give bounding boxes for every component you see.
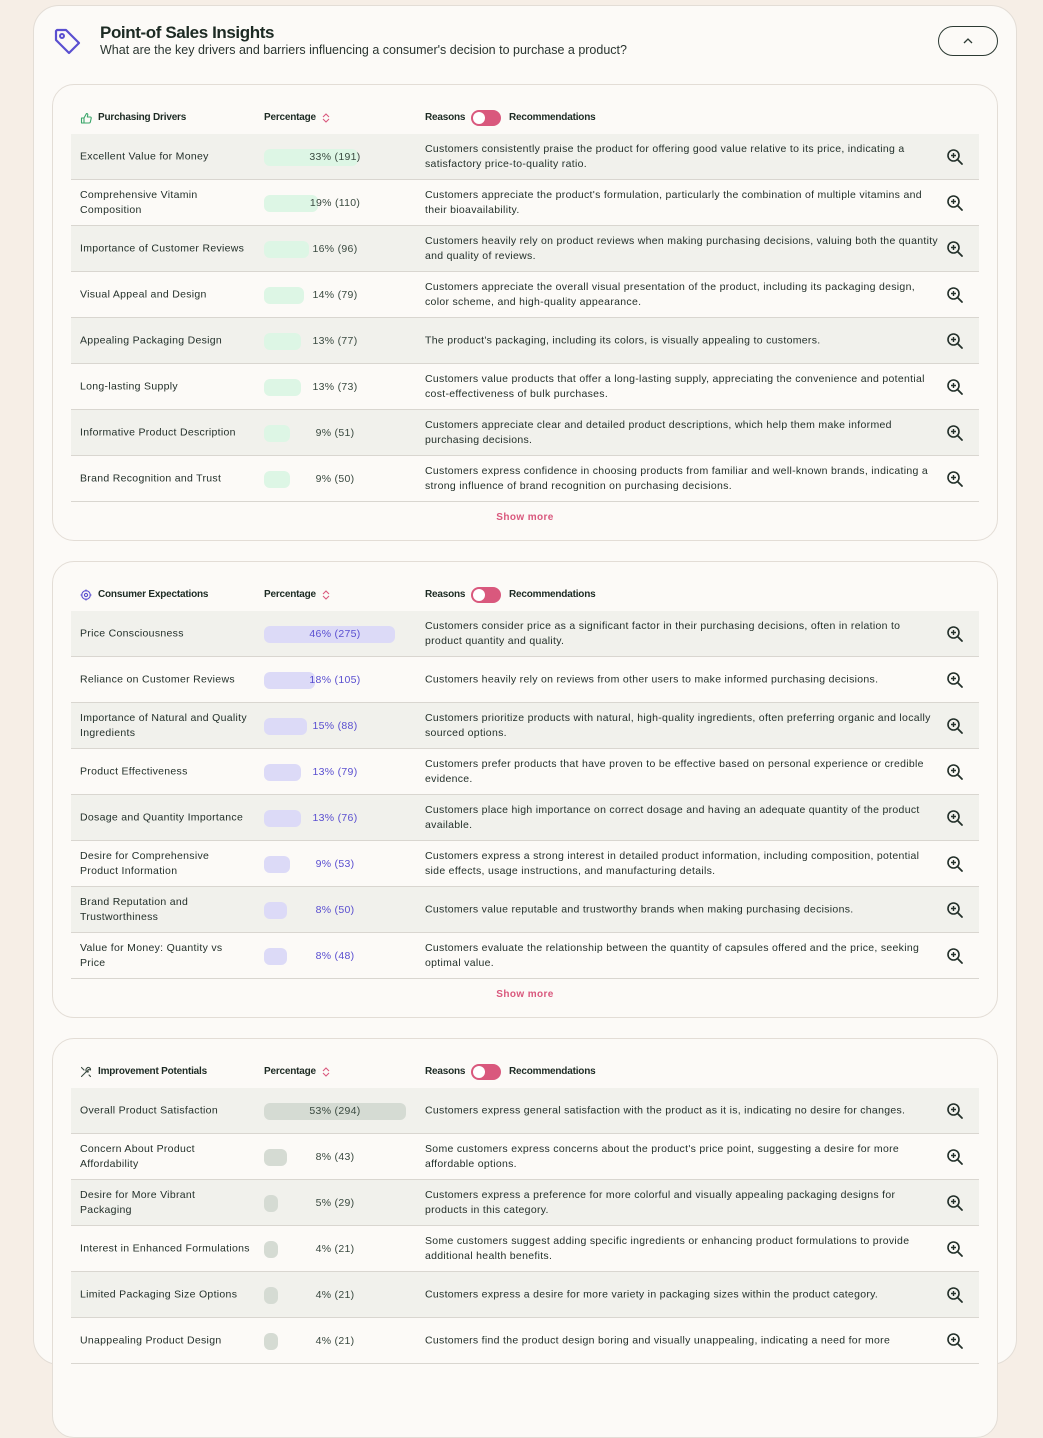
insight-reason: Customers heavily rely on product reviews when making purchasing decisions, valuing both the quantity and quality of reviews. — [425, 234, 938, 262]
table-row — [71, 134, 979, 180]
insight-reason: Customers value products that offer a long-lasting supply, appreciating the convenience and potential cost-effectiveness of bulk purchases. — [425, 372, 925, 400]
zoom-in-icon[interactable] — [946, 378, 964, 396]
zoom-in-icon[interactable] — [946, 1102, 964, 1120]
reasons-recommendations-toggle[interactable] — [471, 587, 501, 603]
insight-reason: Customers heavily rely on reviews from other users to make informed purchasing decisions. — [425, 673, 879, 685]
insight-reason: Customers express general satisfaction with the product as it is, indicating no desire for changes. — [425, 1104, 906, 1116]
percentage-value: 9% (50) — [315, 473, 355, 485]
insight-name: Brand Recognition and Trust — [80, 472, 222, 484]
insight-reason: Customers place high importance on correct dosage and having an adequate quantity of the product available. — [425, 803, 920, 831]
zoom-in-icon[interactable] — [946, 1194, 964, 1212]
zoom-in-icon[interactable] — [946, 332, 964, 350]
percentage-value: 13% (73) — [312, 381, 358, 393]
show-more-link[interactable]: Show more — [496, 989, 554, 1000]
percentage-column-header[interactable]: Percentage — [264, 1066, 316, 1077]
insight-name: Dosage and Quantity Importance — [80, 811, 244, 823]
section-card — [52, 84, 998, 541]
insight-name: Comprehensive Vitamin Composition — [80, 188, 198, 216]
percentage-column-header[interactable]: Percentage — [264, 589, 316, 600]
section-header — [53, 562, 997, 608]
percentage-value: 53% (294) — [309, 1105, 361, 1117]
table-row — [71, 456, 979, 502]
page-subtitle: What are the key drivers and barriers influencing a consumer's decision to purchase a product? — [100, 43, 627, 57]
table-row — [71, 226, 979, 272]
tag-icon — [52, 26, 82, 56]
insight-reason: Customers evaluate the relationship between the quantity of capsules offered and the price, seeking optimal value. — [425, 941, 920, 969]
insight-table — [71, 1088, 979, 1364]
recommendations-label: Recommendations — [509, 112, 596, 123]
reasons-recommendations-toggle[interactable] — [471, 110, 501, 126]
percentage-value: 9% (51) — [315, 427, 355, 439]
section-card — [52, 1038, 998, 1438]
insight-reason: Customers appreciate clear and detailed product descriptions, which help them make informed purchasing decisions. — [425, 418, 892, 446]
collapse-button[interactable] — [938, 26, 998, 56]
table-row — [71, 1272, 979, 1318]
show-more-link[interactable]: Show more — [496, 512, 554, 523]
zoom-in-icon[interactable] — [946, 947, 964, 965]
table-row — [71, 887, 979, 933]
insight-name: Price Consciousness — [80, 627, 184, 639]
recommendations-label: Recommendations — [509, 589, 596, 600]
table-row — [71, 180, 979, 226]
percentage-value: 5% (29) — [315, 1197, 355, 1209]
insight-name: Interest in Enhanced Formulations — [80, 1242, 250, 1254]
zoom-in-icon[interactable] — [946, 763, 964, 781]
insight-name: Value for Money: Quantity vs Price — [80, 941, 223, 969]
insight-name: Desire for More Vibrant Packaging — [80, 1188, 196, 1216]
page-title: Point-of Sales Insights — [100, 23, 275, 42]
insight-reason: Customers express a preference for more colorful and visually appealing packaging designs for products in this category. — [425, 1188, 896, 1216]
percentage-value: 13% (79) — [312, 766, 358, 778]
zoom-in-icon[interactable] — [946, 671, 964, 689]
insight-name: Reliance on Customer Reviews — [80, 673, 235, 685]
target-icon — [80, 589, 92, 601]
percentage-value: 14% (79) — [312, 289, 358, 301]
reasons-label: Reasons — [425, 1066, 466, 1077]
insight-reason: Customers appreciate the product's formulation, particularly the combination of multiple vitamins and their bioavailability. — [425, 188, 922, 216]
sort-icon[interactable] — [321, 112, 331, 124]
thumbs-up-icon — [80, 112, 92, 124]
percentage-value: 4% (21) — [315, 1335, 355, 1347]
reasons-label: Reasons — [425, 112, 466, 123]
percentage-value: 18% (105) — [309, 674, 361, 686]
insight-reason: Customers appreciate the overall visual presentation of the product, including its packaging design, color scheme, and high-quality appearance. — [425, 280, 915, 308]
percentage-value: 4% (21) — [315, 1243, 355, 1255]
percentage-value: 8% (48) — [315, 950, 355, 962]
insight-reason: Customers express confidence in choosing products from familiar and well-known brands, indicating a strong influence of brand recognition on purchasing decisions. — [425, 464, 929, 492]
insight-name: Importance of Natural and Quality Ingredients — [80, 711, 247, 739]
zoom-in-icon[interactable] — [946, 470, 964, 488]
table-row — [71, 933, 979, 979]
reasons-recommendations-toggle[interactable] — [471, 1064, 501, 1080]
zoom-in-icon[interactable] — [946, 148, 964, 166]
percentage-value: 46% (275) — [309, 628, 361, 640]
section-title: Consumer Expectations — [98, 589, 209, 600]
zoom-in-icon[interactable] — [946, 901, 964, 919]
section-title: Improvement Potentials — [98, 1066, 207, 1077]
table-row — [71, 703, 979, 749]
section-title: Purchasing Drivers — [98, 112, 187, 123]
percentage-value: 13% (77) — [312, 335, 358, 347]
table-row — [71, 272, 979, 318]
sort-icon[interactable] — [321, 589, 331, 601]
table-row — [71, 1180, 979, 1226]
toggle-knob — [473, 1066, 485, 1078]
percentage-value: 8% (50) — [315, 904, 355, 916]
zoom-in-icon[interactable] — [946, 1332, 964, 1350]
zoom-in-icon[interactable] — [946, 194, 964, 212]
panel-header — [34, 6, 1016, 76]
table-row — [71, 364, 979, 410]
insight-name: Brand Reputation and Trustworthiness — [80, 895, 189, 923]
percentage-value: 16% (96) — [312, 243, 358, 255]
recommendations-label: Recommendations — [509, 1066, 596, 1077]
insight-reason: Some customers express concerns about the product's price point, suggesting a desire for more affordable options. — [425, 1142, 900, 1170]
table-row — [71, 1134, 979, 1180]
table-row — [71, 1226, 979, 1272]
percentage-value: 4% (21) — [315, 1289, 355, 1301]
insight-name: Concern About Product Affordability — [80, 1142, 195, 1170]
insight-name: Desire for Comprehensive Product Information — [80, 849, 210, 877]
insight-reason: Customers consider price as a significant factor in their purchasing decisions, often in relation to product quantity and quality. — [425, 619, 901, 647]
table-row — [71, 1088, 979, 1134]
insight-name: Informative Product Description — [80, 426, 236, 438]
sort-icon[interactable] — [321, 1066, 331, 1078]
insight-name: Long-lasting Supply — [80, 380, 178, 392]
percentage-value: 8% (43) — [315, 1151, 355, 1163]
reasons-label: Reasons — [425, 589, 466, 600]
percentage-value: 19% (110) — [309, 197, 361, 209]
zoom-in-icon[interactable] — [946, 717, 964, 735]
insight-name: Visual Appeal and Design — [80, 288, 207, 300]
section-card — [52, 561, 998, 1018]
insights-panel — [33, 5, 1017, 1365]
insight-reason: Customers consistently praise the product for offering good value relative to its price, indicating a satisfactory price-to-quality ratio. — [425, 142, 905, 170]
table-row — [71, 795, 979, 841]
table-row — [71, 657, 979, 703]
percentage-column-header[interactable]: Percentage — [264, 112, 316, 123]
percentage-value: 33% (191) — [309, 151, 361, 163]
toggle-knob — [473, 589, 485, 601]
insight-name: Excellent Value for Money — [80, 150, 209, 162]
insight-table — [71, 611, 979, 979]
insight-reason: Customers prefer products that have proven to be effective based on personal experience or credible evidence. — [425, 757, 924, 785]
zoom-in-icon[interactable] — [946, 855, 964, 873]
insight-reason: Customers value reputable and trustworthy brands when making purchasing decisions. — [425, 903, 854, 915]
zoom-in-icon[interactable] — [946, 240, 964, 258]
zoom-in-icon[interactable] — [946, 1286, 964, 1304]
insight-table — [71, 134, 979, 502]
insight-reason: Customers prioritize products with natural, high-quality ingredients, often preferring organic and locally sourced options. — [425, 711, 931, 739]
percentage-value: 9% (53) — [315, 858, 355, 870]
table-row — [71, 318, 979, 364]
zoom-in-icon[interactable] — [946, 625, 964, 643]
insight-reason: Some customers suggest adding specific ingredients or enhancing product formulations to provide additional health benefits. — [425, 1234, 910, 1262]
table-row — [71, 749, 979, 795]
table-row — [71, 611, 979, 657]
insight-name: Importance of Customer Reviews — [80, 242, 245, 254]
insight-name: Overall Product Satisfaction — [80, 1104, 218, 1116]
chevron-up-icon — [963, 38, 973, 44]
table-row — [71, 410, 979, 456]
toggle-knob — [473, 112, 485, 124]
zoom-in-icon[interactable] — [946, 424, 964, 442]
table-row — [71, 1318, 979, 1364]
section-header — [53, 1039, 997, 1085]
section-header — [53, 85, 997, 131]
insight-name: Limited Packaging Size Options — [80, 1288, 238, 1300]
zoom-in-icon[interactable] — [946, 1240, 964, 1258]
insight-name: Unappealing Product Design — [80, 1334, 222, 1346]
insight-reason: The product's packaging, including its colors, is visually appealing to customers. — [425, 334, 821, 346]
table-row — [71, 841, 979, 887]
insight-name: Appealing Packaging Design — [80, 334, 223, 346]
percentage-value: 15% (88) — [312, 720, 358, 732]
zoom-in-icon[interactable] — [946, 809, 964, 827]
zoom-in-icon[interactable] — [946, 286, 964, 304]
insight-reason: Customers express a strong interest in detailed product information, including composition, potential side effects, usage instructions, and manufacturing details. — [425, 849, 920, 877]
percentage-value: 13% (76) — [312, 812, 358, 824]
tools-icon — [80, 1066, 92, 1078]
zoom-in-icon[interactable] — [946, 1148, 964, 1166]
insight-reason: Customers express a desire for more variety in packaging sizes within the product category. — [425, 1288, 879, 1300]
insight-name: Product Effectiveness — [80, 765, 188, 777]
insight-reason: Customers find the product design boring and visually unappealing, indicating a need for more — [425, 1334, 891, 1346]
